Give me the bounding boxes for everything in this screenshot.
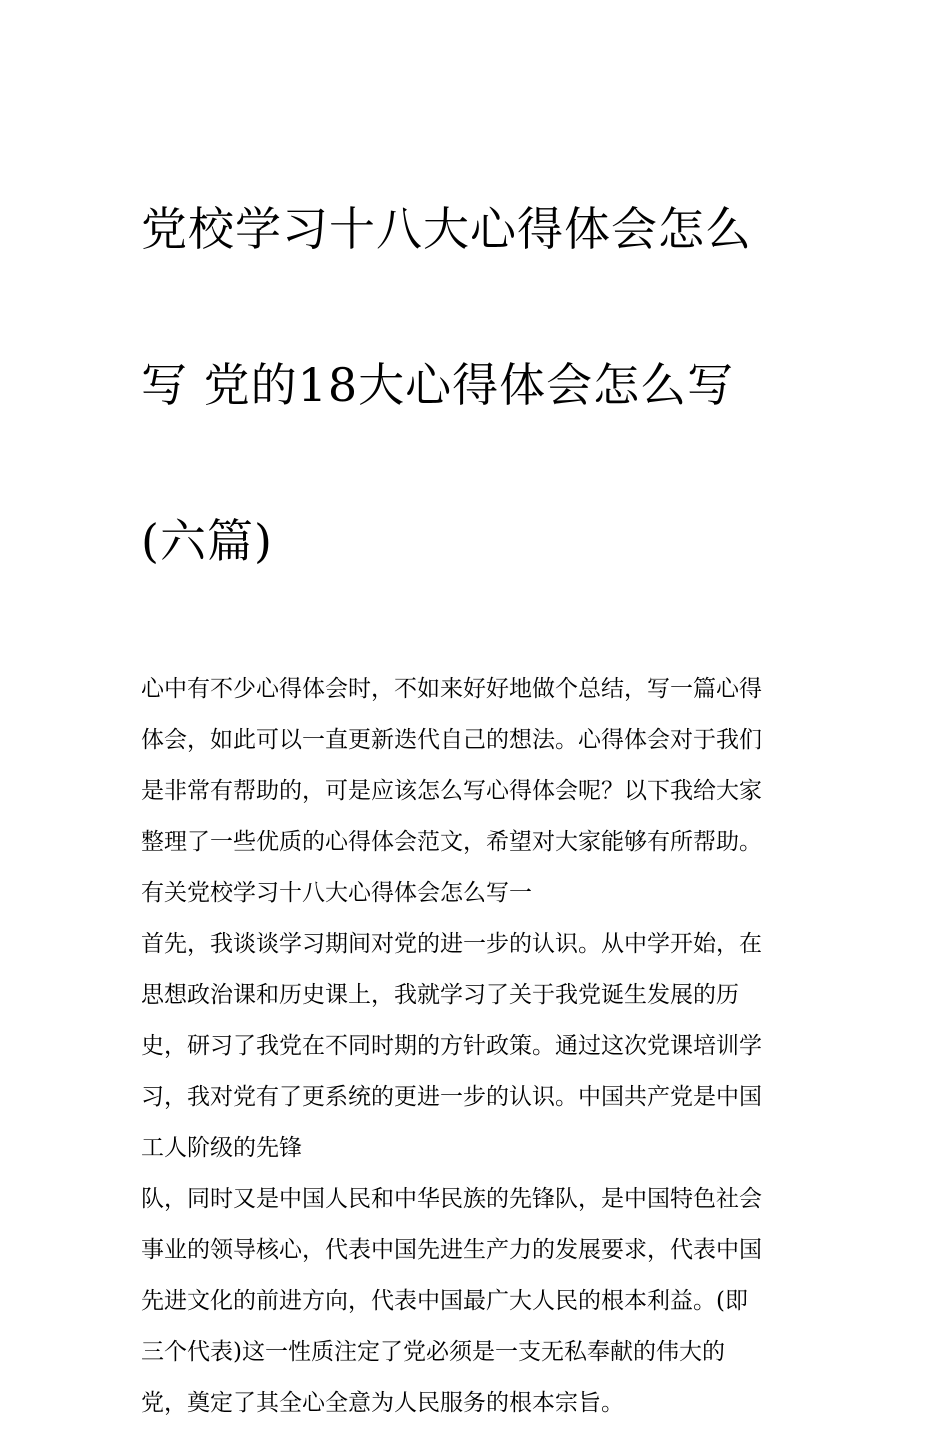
body-line: 首先，我谈谈学习期间对党的进一步的认识。从中学开始，在	[141, 931, 762, 957]
title-line: 写 党的18大心得体会怎么写	[141, 358, 735, 412]
document-body	[141, 664, 813, 1429]
body-line: 是非常有帮助的，可是应该怎么写心得体会呢？以下我给大家	[141, 778, 762, 804]
body-line: 三个代表)这一性质注定了党必须是一支无私奉献的伟大的	[141, 1339, 725, 1365]
body-line: 事业的领导核心，代表中国先进生产力的发展要求，代表中国	[141, 1237, 762, 1263]
document-title	[141, 112, 813, 658]
body-line: 体会，如此可以一直更新迭代自己的想法。心得体会对于我们	[141, 727, 762, 753]
body-line: 思想政治课和历史课上，我就学习了关于我党诞生发展的历	[141, 982, 739, 1008]
body-line: 先进文化的前进方向，代表中国最广大人民的根本利益。(即	[141, 1288, 748, 1314]
body-line: 心中有不少心得体会时，不如来好好地做个总结，写一篇心得	[141, 676, 762, 702]
section-heading: 有关党校学习十八大心得体会怎么写一	[141, 880, 532, 906]
title-line: 党校学习十八大心得体会怎么	[141, 202, 752, 256]
body-line: 党，奠定了其全心全意为人民服务的根本宗旨。	[141, 1390, 624, 1416]
title-line: (六篇)	[141, 514, 273, 568]
body-line: 史，研习了我党在不同时期的方针政策。通过这次党课培训学	[141, 1033, 762, 1059]
body-line: 习，我对党有了更系统的更进一步的认识。中国共产党是中国	[141, 1084, 762, 1110]
body-line: 工人阶级的先锋	[141, 1135, 302, 1161]
body-line: 队，同时又是中国人民和中华民族的先锋队，是中国特色社会	[141, 1186, 762, 1212]
document-content	[141, 112, 813, 1429]
body-line: 整理了一些优质的心得体会范文，希望对大家能够有所帮助。	[141, 829, 762, 855]
